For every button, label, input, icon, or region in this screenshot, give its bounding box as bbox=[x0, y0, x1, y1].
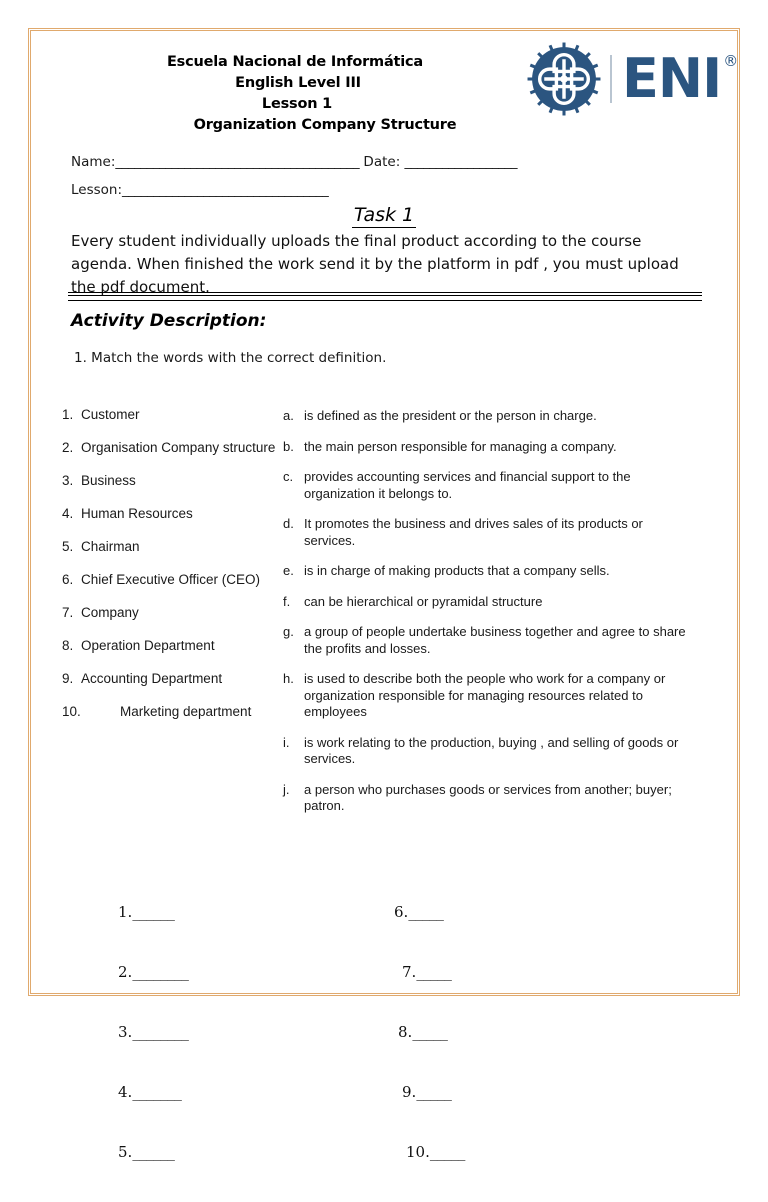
answer-blank-line[interactable]: ________ bbox=[132, 1023, 189, 1041]
definition-text: is work relating to the production, buying , and selling of goods or services. bbox=[304, 734, 679, 766]
word-text: Accounting Department bbox=[81, 671, 223, 686]
activity-instruction: 1. Match the words with the correct definition. bbox=[74, 350, 387, 366]
list-item bbox=[283, 408, 693, 425]
word-number: 10. bbox=[62, 704, 81, 719]
word-number: 8. bbox=[62, 638, 74, 653]
eni-logo bbox=[526, 40, 768, 118]
list-item bbox=[62, 703, 277, 720]
task-description: Every student individually uploads the final product according to the course agenda. When finished the work send it by the platform in pdf , you must upload the pdf document. bbox=[71, 232, 679, 296]
words-list bbox=[62, 406, 277, 736]
definition-letter: b. bbox=[283, 438, 294, 454]
definition-text: can be hierarchical or pyramidal structure bbox=[304, 593, 543, 609]
header-course-level: English Level III bbox=[235, 75, 361, 91]
word-number: 5. bbox=[62, 539, 74, 554]
date-label: Date: bbox=[359, 154, 405, 170]
task-heading bbox=[0, 203, 768, 227]
name-date-row bbox=[71, 148, 691, 176]
answer-row bbox=[118, 1022, 188, 1042]
answer-blanks-right bbox=[394, 862, 494, 1202]
word-number: 4. bbox=[62, 506, 74, 521]
definition-letter: h. bbox=[283, 671, 294, 686]
list-item bbox=[283, 594, 693, 611]
answer-number: 8. bbox=[398, 1023, 413, 1041]
answer-blank-line[interactable]: ________ bbox=[132, 963, 189, 981]
definition-letter: j. bbox=[283, 781, 290, 797]
header-title-block bbox=[60, 52, 530, 136]
answer-blank-line[interactable]: _____ bbox=[408, 903, 444, 921]
list-item bbox=[283, 735, 693, 768]
definition-text: provides accounting services and financial support to the organization it belongs to. bbox=[304, 469, 631, 501]
definitions-list bbox=[283, 408, 693, 829]
answer-row bbox=[394, 1082, 494, 1102]
answer-blank-line[interactable]: _____ bbox=[416, 963, 452, 981]
word-text: Marketing department bbox=[120, 704, 252, 719]
word-text: Organisation Company structure bbox=[81, 440, 276, 455]
gear-cog-emblem-icon bbox=[526, 41, 602, 117]
activity-description-heading: Activity Description: bbox=[71, 311, 267, 331]
answer-number: 5. bbox=[118, 1143, 133, 1161]
answer-blank-line[interactable]: ______ bbox=[132, 903, 175, 921]
definition-text: It promotes the business and drives sales of its products or services. bbox=[304, 516, 643, 548]
list-item bbox=[283, 516, 693, 549]
list-item bbox=[62, 439, 277, 456]
answer-number: 2. bbox=[118, 963, 133, 981]
word-number: 3. bbox=[62, 473, 74, 488]
student-fields bbox=[71, 148, 691, 204]
answer-number: 7. bbox=[402, 963, 417, 981]
list-item bbox=[62, 505, 277, 522]
logo-wordmark-text: ENI bbox=[622, 47, 722, 110]
answer-blanks-left bbox=[118, 862, 188, 1202]
list-item bbox=[283, 439, 693, 456]
answer-row bbox=[118, 1142, 188, 1162]
definition-letter: a. bbox=[283, 408, 294, 423]
answer-row bbox=[394, 1022, 494, 1042]
lesson-input-line[interactable]: _________________________________ bbox=[122, 182, 329, 198]
definition-letter: e. bbox=[283, 563, 294, 578]
task-heading-text: Task 1 bbox=[353, 204, 415, 226]
definition-text: is used to describe both the people who work for a company or organization responsible for managing resources related to employees bbox=[304, 671, 666, 719]
list-item bbox=[283, 624, 693, 657]
registered-trademark-icon: ® bbox=[723, 52, 738, 70]
word-number: 6. bbox=[62, 572, 74, 587]
word-number: 9. bbox=[62, 671, 74, 686]
answer-row bbox=[118, 902, 188, 922]
definition-text: a person who purchases goods or services from another; buyer; patron. bbox=[304, 781, 672, 813]
answer-blank-line[interactable]: ______ bbox=[132, 1143, 175, 1161]
lesson-label: Lesson: bbox=[71, 182, 123, 198]
header-lesson-topic: Organization Company Structure bbox=[193, 117, 457, 133]
word-text: Company bbox=[81, 605, 139, 620]
list-item bbox=[283, 563, 693, 580]
definition-letter: d. bbox=[283, 516, 294, 531]
answer-row bbox=[118, 962, 188, 982]
list-item bbox=[62, 637, 277, 654]
definition-text: is in charge of making products that a company sells. bbox=[304, 563, 610, 578]
answer-number: 1. bbox=[118, 903, 133, 921]
answer-number: 9. bbox=[402, 1083, 417, 1101]
word-number: 7. bbox=[62, 605, 74, 620]
word-text: Chairman bbox=[81, 539, 140, 554]
answer-number: 4. bbox=[118, 1083, 133, 1101]
answer-number: 10. bbox=[406, 1143, 430, 1161]
definition-text: the main person responsible for managing a company. bbox=[304, 438, 617, 454]
definition-text: a group of people undertake business together and agree to share the profits and losses. bbox=[304, 624, 686, 656]
logo-divider bbox=[610, 55, 612, 103]
definition-letter: c. bbox=[283, 469, 294, 484]
answer-row bbox=[118, 1082, 188, 1102]
triple-horizontal-rule bbox=[68, 292, 702, 301]
name-input-line[interactable]: _______________________________________ bbox=[115, 154, 360, 170]
header-school-name: Escuela Nacional de Informática bbox=[166, 54, 424, 70]
list-item bbox=[62, 670, 277, 687]
date-input-line[interactable]: __________________ bbox=[404, 154, 518, 170]
list-item bbox=[62, 571, 277, 588]
word-text: Operation Department bbox=[81, 638, 215, 653]
answer-row bbox=[394, 902, 494, 922]
answer-blank-line[interactable]: _____ bbox=[429, 1143, 465, 1161]
word-text: Chief Executive Officer (CEO) bbox=[81, 572, 261, 587]
definition-letter: f. bbox=[283, 593, 291, 609]
list-item bbox=[283, 671, 693, 721]
lesson-row bbox=[71, 176, 691, 204]
logo-wordmark bbox=[622, 47, 738, 110]
word-number: 1. bbox=[62, 407, 74, 422]
definition-text: is defined as the president or the person in charge. bbox=[304, 408, 597, 423]
word-text: Human Resources bbox=[81, 506, 193, 521]
word-number: 2. bbox=[62, 440, 74, 455]
document-header bbox=[60, 47, 738, 142]
list-item bbox=[62, 604, 277, 621]
list-item bbox=[283, 782, 693, 815]
answer-blank-line[interactable]: _____ bbox=[416, 1083, 452, 1101]
word-text: Customer bbox=[81, 407, 140, 422]
definition-letter: i. bbox=[283, 734, 290, 750]
word-text: Business bbox=[81, 473, 136, 488]
list-item bbox=[62, 538, 277, 555]
answer-blank-line[interactable]: _______ bbox=[132, 1083, 182, 1101]
answer-number: 6. bbox=[394, 903, 409, 921]
answer-number: 3. bbox=[118, 1023, 133, 1041]
name-label: Name: bbox=[71, 154, 116, 170]
definition-letter: g. bbox=[283, 624, 294, 639]
list-item bbox=[283, 469, 693, 502]
answer-row bbox=[394, 1142, 494, 1162]
header-lesson-number: Lesson 1 bbox=[261, 96, 333, 112]
answer-blank-line[interactable]: _____ bbox=[412, 1023, 448, 1041]
list-item bbox=[62, 406, 277, 423]
list-item bbox=[62, 472, 277, 489]
answer-row bbox=[394, 962, 494, 982]
